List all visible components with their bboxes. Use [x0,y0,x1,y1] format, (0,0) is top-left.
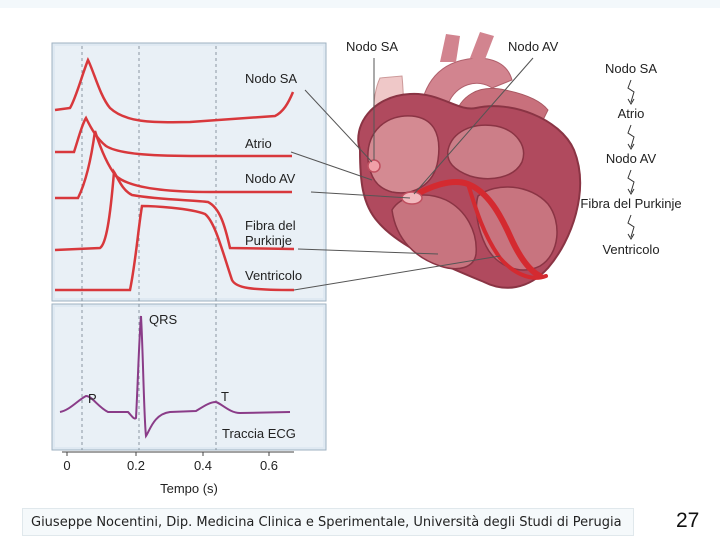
time-tick-label-1: 0.2 [126,458,146,473]
label-fibra-line2: Purkinje [245,233,292,248]
page-number: 27 [676,509,700,532]
sequence-step-4: Fibra del Purkinje [580,196,682,211]
footer-credit: Giuseppe Nocentini, Dip. Medicina Clinica e Sperimentale, Università degli Studi di Perugia [22,508,634,536]
heart-label-nodo-av: Nodo AV [508,39,559,54]
sequence-step-3: Nodo AV [605,151,657,166]
sequence-arrow-4 [628,215,634,237]
time-tick-label-0: 0 [63,458,71,473]
label-nodo-sa: Nodo SA [245,71,298,86]
sequence-step-1: Nodo SA [604,61,658,76]
sequence-step-2: Atrio [617,106,645,121]
label-atrio: Atrio [245,136,272,151]
sequence-arrow-1 [628,80,634,102]
heart-label-nodo-sa: Nodo SA [346,39,399,54]
sa-node [368,160,380,172]
label-traccia-ecg: Traccia ECG [222,426,296,441]
time-tick-label-2: 0.4 [193,458,213,473]
aorta-branch-1 [440,34,460,62]
sequence-step-5: Ventricolo [602,242,660,257]
time-axis-label: Tempo (s) [160,481,218,496]
right-atrium [368,116,439,193]
label-p-wave: P [88,391,97,406]
label-t-wave: T [221,389,229,404]
heart-illustration [358,32,580,288]
label-ventricolo: Ventricolo [245,268,303,283]
aorta-branch-2 [470,32,494,62]
label-nodo-av: Nodo AV [245,171,296,186]
sequence-arrow-2 [628,125,634,147]
left-atrium [448,125,524,179]
time-tick-label-3: 0.6 [259,458,279,473]
sequence-arrow-3 [628,170,634,192]
label-qrs: QRS [149,312,178,327]
label-fibra-line1: Fibra del [245,218,296,233]
